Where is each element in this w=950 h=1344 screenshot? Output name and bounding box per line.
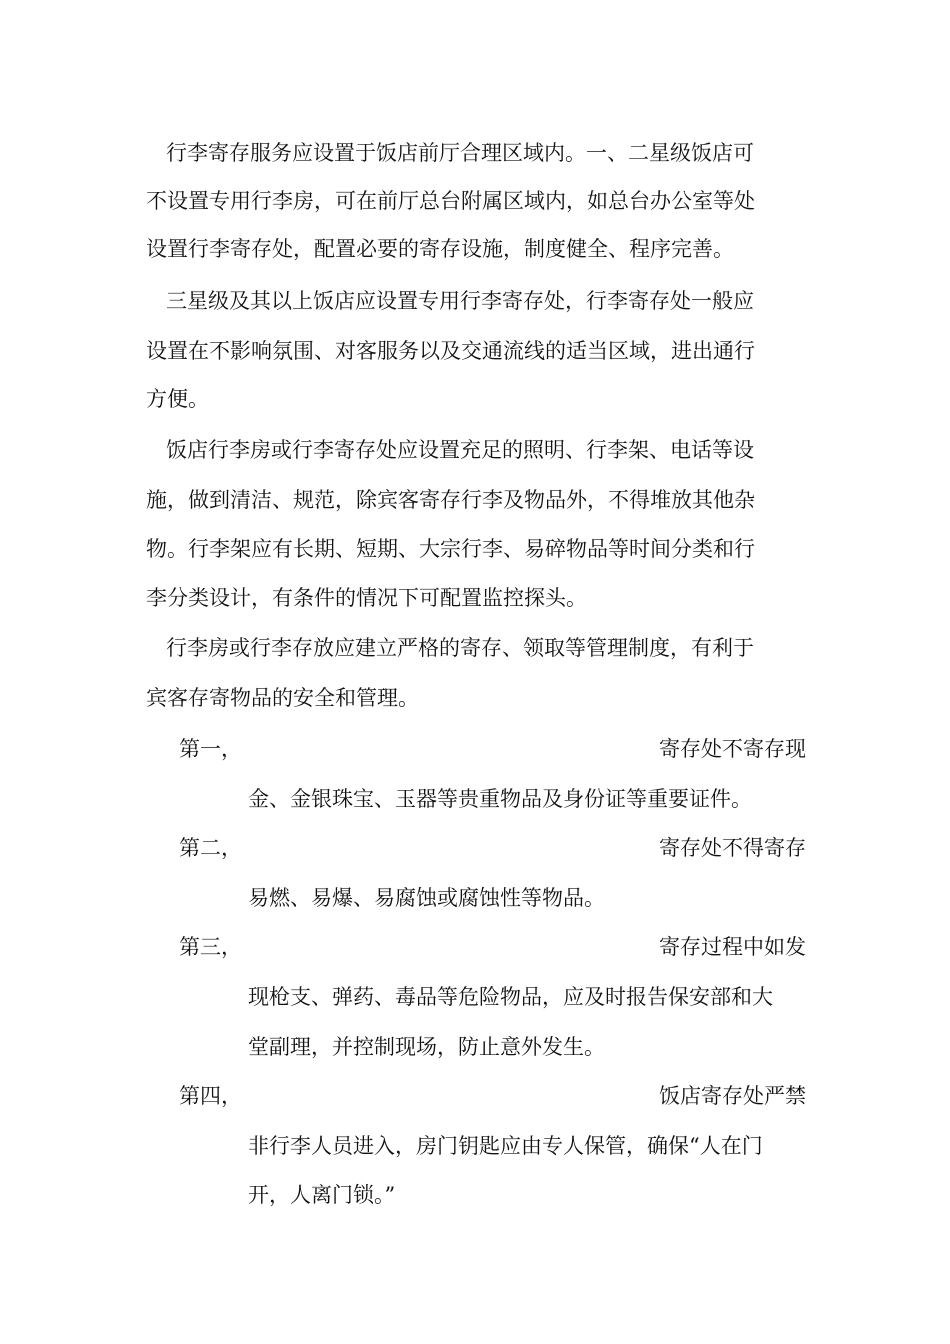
item-3-label: 第三， [179, 935, 242, 959]
paragraph-3-line-2: 施，做到清洁、规范，除宾客寄存行李及物品外，不得堆放其他杂 [146, 488, 755, 512]
paragraph-3-line-4: 李分类设计，有条件的情况下可配置监控探头。 [146, 586, 587, 610]
item-2-text-line: 易燃、易爆、易腐蚀或腐蚀性等物品。 [248, 886, 605, 910]
item-4-text-start: 饭店寄存处严禁 [659, 1084, 806, 1108]
paragraph-3-line-3: 物。行李架应有长期、短期、大宗行李、易碎物品等时间分类和行 [146, 537, 755, 561]
item-4-text-line-1: 非行李人员进入，房门钥匙应由专人保管，确保“人在门 [248, 1134, 763, 1158]
item-1-text-line: 金、金银珠宝、玉器等贵重物品及身份证等重要证件。 [248, 787, 752, 811]
paragraph-4-line-2: 宾客存寄物品的安全和管理。 [146, 686, 419, 710]
item-3-text-line-1: 现枪支、弹药、毒品等危险物品，应及时报告保安部和大 [248, 985, 773, 1009]
item-1-label: 第一， [179, 737, 242, 761]
paragraph-2-line-2: 设置在不影响氛围、对客服务以及交通流线的适当区域，进出通行 [146, 339, 755, 363]
item-3-text-start: 寄存过程中如发 [659, 935, 806, 959]
paragraph-2-line-1: 三星级及其以上饭店应设置专用行李寄存处，行李寄存处一般应 [166, 289, 754, 313]
item-1-text-start: 寄存处不寄存现 [659, 737, 806, 761]
item-3-text-line-2: 堂副理，并控制现场，防止意外发生。 [248, 1035, 605, 1059]
item-2-label: 第二， [179, 836, 242, 860]
item-4-text-line-2: 开，人离门锁。” [248, 1183, 396, 1207]
paragraph-3-line-1: 饭店行李房或行李寄存处应设置充足的照明、行李架、电话等设 [166, 438, 754, 462]
item-4-label: 第四， [179, 1084, 242, 1108]
paragraph-2-line-3: 方便。 [146, 387, 209, 411]
item-2-text-start: 寄存处不得寄存 [659, 836, 806, 860]
paragraph-1-line-1: 行李寄存服务应设置于饭店前厅合理区域内。一、二星级饭店可 [166, 141, 754, 165]
paragraph-1-line-3: 设置行李寄存处，配置必要的寄存设施，制度健全、程序完善。 [146, 237, 734, 261]
paragraph-1-line-2: 不设置专用行李房，可在前厅总台附属区域内，如总台办公室等处 [146, 189, 755, 213]
paragraph-4-line-1: 行李房或行李存放应建立严格的寄存、领取等管理制度，有利于 [166, 636, 754, 660]
